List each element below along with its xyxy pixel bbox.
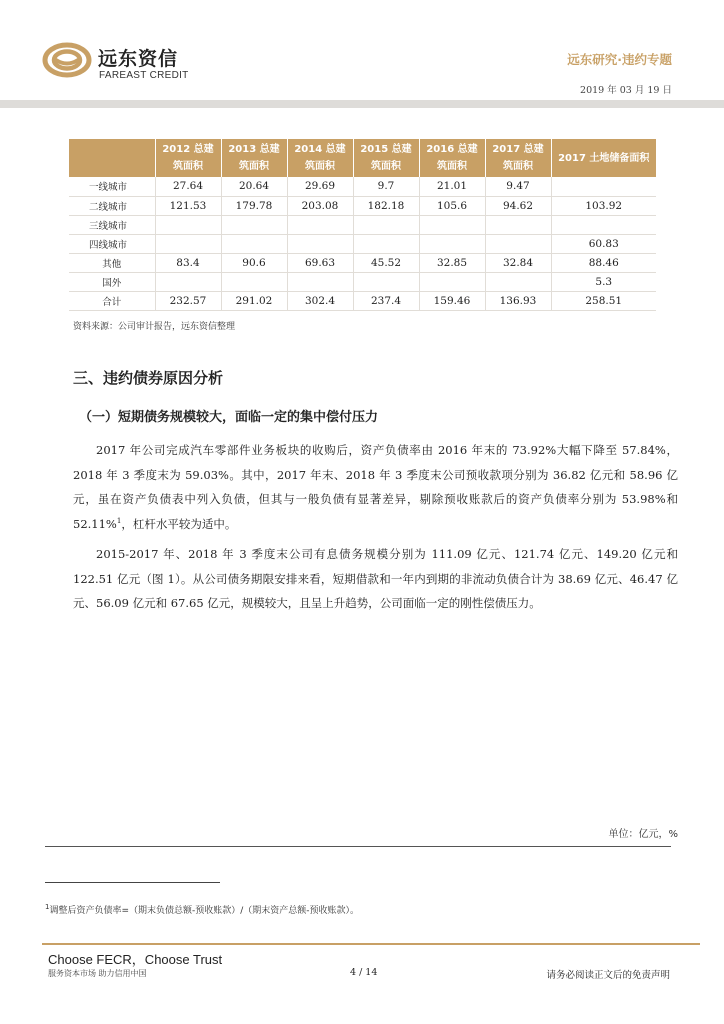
table-header-cell: 2014 总建筑面积: [287, 139, 353, 177]
header-divider: [0, 100, 724, 108]
chart-unit-label: 单位：亿元，%: [608, 829, 678, 840]
row-label: 一线城市: [69, 177, 155, 196]
fareast-logo-icon: [42, 40, 92, 80]
table-cell: 302.4: [287, 291, 353, 310]
table-cell: [485, 272, 551, 291]
table-header-cell: 2017 土地储备面积: [551, 139, 656, 177]
table-header-cell: 2015 总建筑面积: [353, 139, 419, 177]
table-cell: 291.02: [221, 291, 287, 310]
table-cell: 136.93: [485, 291, 551, 310]
table-cell: 27.64: [155, 177, 221, 196]
report-date: 2019 年 03 月 19 日: [580, 85, 672, 96]
footer-disclaimer: 请务必阅读正文后的免责声明: [546, 970, 670, 981]
table-cell: 105.6: [419, 196, 485, 215]
row-label: 三线城市: [69, 215, 155, 234]
table-cell: 9.7: [353, 177, 419, 196]
table-row: [69, 234, 656, 253]
table-cell: 179.78: [221, 196, 287, 215]
table-cell: 45.52: [353, 253, 419, 272]
logo-chinese-name: 远东资信: [98, 48, 179, 70]
table-row: [69, 196, 656, 215]
table-cell: [353, 234, 419, 253]
table-cell: 232.57: [155, 291, 221, 310]
table-header-cell: 2012 总建筑面积: [155, 139, 221, 177]
table-cell: [551, 177, 656, 196]
table-cell: 60.83: [551, 234, 656, 253]
table-row: [69, 272, 656, 291]
paragraph-text: ，杠杆水平较为适中。: [121, 516, 237, 531]
table-cell: [419, 234, 485, 253]
table-cell: [353, 272, 419, 291]
table-row: [69, 177, 656, 196]
table-header-cell: [69, 139, 155, 177]
table-header-row: [69, 139, 656, 177]
table-cell: [551, 215, 656, 234]
table-cell: [287, 234, 353, 253]
table-cell: [353, 215, 419, 234]
table-cell: 20.64: [221, 177, 287, 196]
footnote: [45, 903, 359, 916]
table-cell: 5.3: [551, 272, 656, 291]
footer-divider: [42, 943, 700, 945]
row-label: 四线城市: [69, 234, 155, 253]
footnote-mark: 1: [45, 903, 50, 911]
row-label: 合计: [69, 291, 155, 310]
table-cell: 90.6: [221, 253, 287, 272]
table-cell: 182.18: [353, 196, 419, 215]
subsection-heading: （一）短期债务规模较大，面临一定的集中偿付压力: [79, 410, 379, 425]
table-cell: [221, 272, 287, 291]
table-cell: [287, 215, 353, 234]
table-source-note: 资料来源：公司审计报告，远东资信整理: [73, 322, 236, 332]
table-cell: 159.46: [419, 291, 485, 310]
table-row: [69, 253, 656, 272]
table-cell: 29.69: [287, 177, 353, 196]
table-cell: [419, 272, 485, 291]
row-label: 其他: [69, 253, 155, 272]
section-heading: 三、违约债券原因分析: [73, 369, 224, 387]
table-cell: 121.53: [155, 196, 221, 215]
table-cell: 237.4: [353, 291, 419, 310]
footer-subslogan: 服务资本市场 助力信用中国: [48, 969, 147, 978]
body-paragraph: [73, 438, 678, 536]
table-cell: 9.47: [485, 177, 551, 196]
table-cell: 203.08: [287, 196, 353, 215]
table-cell: [485, 215, 551, 234]
footnote-text: 调整后资产负债率=（期末负债总额-预收账款）/（期末资产总额-预收账款）。: [49, 906, 360, 916]
table-cell: 258.51: [551, 291, 656, 310]
footnote-reference[interactable]: 1: [116, 516, 122, 525]
table-cell: [287, 272, 353, 291]
row-label: 国外: [69, 272, 155, 291]
table-cell: 32.85: [419, 253, 485, 272]
table-cell: [419, 215, 485, 234]
table-header-cell: 2017 总建筑面积: [485, 139, 551, 177]
table-cell: 88.46: [551, 253, 656, 272]
floor-area-table: [69, 139, 656, 311]
page-number: 4 / 14: [350, 967, 378, 978]
body-paragraph: 2015-2017 年、2018 年 3 季度末公司有息债务规模分别为 111.09 亿元、121.74 亿元、149.20 亿元和 122.51 亿元（图 1）。从公司债务期限安排来看，短期借款和一年内到期的非流动负债合计为 38.69 亿元、46.47 亿元、56.09 亿元和 67.65 亿元，规模较大，且呈上升趋势，公司面临一定的刚性偿债压力。: [73, 547, 678, 610]
table-row: [69, 215, 656, 234]
table-row-total: [69, 291, 656, 310]
page-header: [0, 0, 724, 110]
chart-baseline: [45, 846, 671, 847]
table-cell: [155, 215, 221, 234]
table-cell: 94.62: [485, 196, 551, 215]
table-cell: [485, 234, 551, 253]
footer-slogan: Choose FECR，Choose Trust: [48, 952, 223, 967]
footnote-divider: [45, 882, 220, 883]
table-cell: [221, 215, 287, 234]
report-series: 远东研究·违约专题: [567, 52, 672, 67]
table-cell: [221, 234, 287, 253]
row-label: 二线城市: [69, 196, 155, 215]
table-cell: 69.63: [287, 253, 353, 272]
table-cell: [155, 234, 221, 253]
logo-english-name: FAREAST CREDIT: [99, 70, 189, 81]
table-cell: 103.92: [551, 196, 656, 215]
table-cell: 32.84: [485, 253, 551, 272]
paragraph-text: 2017 年公司完成汽车零部件业务板块的收购后，资产负债率由 2016 年末的 73.92%大幅下降至 57.84%，2018 年 3 季度末为 59.03%。其中，2017 年末、2018 年 3 季度末公司预收款项分别为 36.82 亿元和 58.96 亿元，虽在资产负债表中列入负债，但其与一般负债有显著差异，剔除预收账款后的资产负债率分别为 53.98%和 52.11%: [73, 443, 678, 531]
table-cell: [155, 272, 221, 291]
table-cell: 21.01: [419, 177, 485, 196]
table-header-cell: 2013 总建筑面积: [221, 139, 287, 177]
table-cell: 83.4: [155, 253, 221, 272]
table-header-cell: 2016 总建筑面积: [419, 139, 485, 177]
